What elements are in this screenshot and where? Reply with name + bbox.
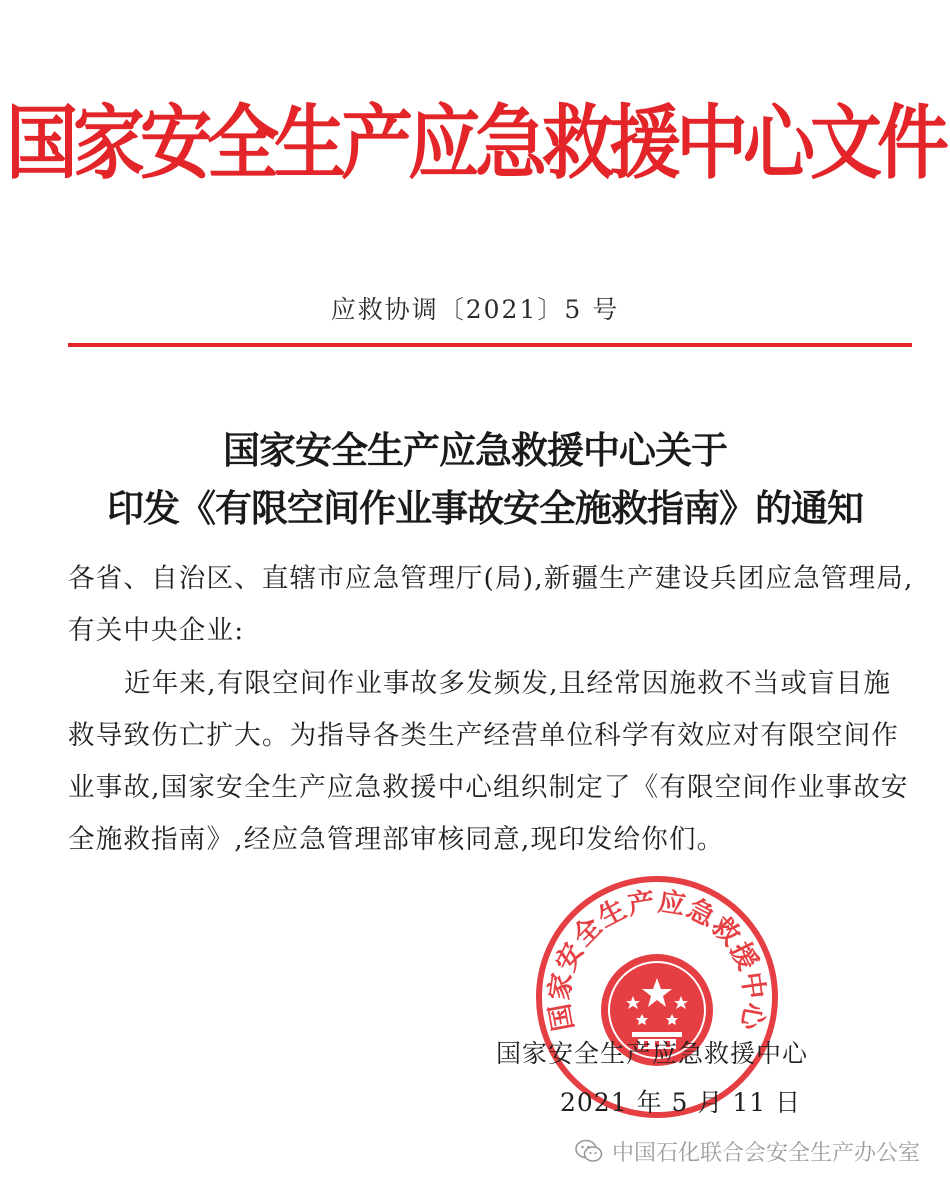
addressee: 各省、自治区、直辖市应急管理厅(局),新疆生产建设兵团应急管理局,有关中央企业: (68, 563, 914, 646)
svg-text:国家安全生产应急救援中心: 国家安全生产应急救援中心 (544, 886, 770, 1034)
notice-title-line2: 印发《有限空间作业事故安全施救指南》的通知 (107, 486, 863, 530)
issuer-signature: 国家安全生产应急救援中心 (496, 1039, 809, 1068)
body-paragraph: 近年来,有限空间作业事故多发频发,且经常因施救不当或盲目施救导致伤亡扩大。为指导各类生产经营单位科学有效应对有限空间作业事故,国家安全生产应急救援中心组织制定了《有限空间作业事故安全施救指南》,经应急管理部审核同意,现印发给你们。 (68, 668, 909, 855)
source-watermark (574, 1136, 920, 1166)
issuer-header: 国家安全生产应急救援中心文件 (5, 94, 944, 190)
wechat-icon (574, 1138, 604, 1164)
red-divider (68, 343, 912, 347)
document-number: 应救协调〔2021〕5 号 (330, 295, 620, 324)
issue-date: 2021 年 5 月 11 日 (560, 1088, 802, 1117)
notice-title-line1: 国家安全生产应急救援中心关于 (223, 428, 727, 472)
watermark-text: 中国石化联合会安全生产办公室 (611, 1140, 920, 1166)
